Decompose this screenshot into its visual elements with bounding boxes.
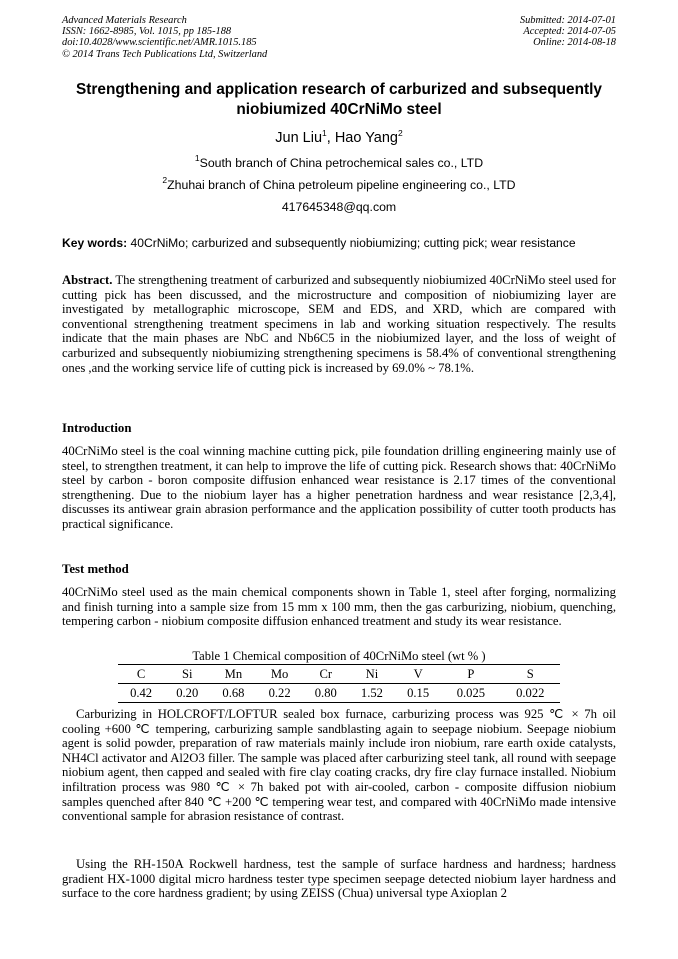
carburizing-paragraph: Carburizing in HOLCROFT/LOFTUR sealed box furnace, carburizing process was 925 ℃ × 7h oil cooling +600 ℃ tempering, carburizing sample sandblasting again to seepage niobium. Seepage niobium agent is solid powder, preparation of raw materials mainly include iron niobium, rare earth oxide catalysts, NH4Cl activator and Al2O3 filler. The sample was placed after carburizing steel tank, all round with seepage niobium agent, then capped and sealed with fire clay coating cracks, dry fire clay furnace installed. Niobium infiltration process was 980 ℃ × 7h baked pot with air-cooled, carbon - composite diffusion niobium samples quenched after 840 ℃ +200 ℃ tempering wear test, and compared with 40CrNiMo made intensive conventional sample for abrasion resistance of contrast. <box>62 707 616 824</box>
table-cell: 1.52 <box>349 684 395 703</box>
table-cell: 0.20 <box>164 684 210 703</box>
table-cell: 0.022 <box>501 684 560 703</box>
table-header-cell: Cr <box>303 665 349 684</box>
affiliation <box>0 175 678 192</box>
affiliation <box>0 153 678 170</box>
journal-issn: ISSN: 1662-8985, Vol. 1015, pp 185-188 <box>62 26 232 38</box>
author-name: Jun Liu <box>275 130 323 146</box>
table-header-cell: Ni <box>349 665 395 684</box>
table-header-cell: S <box>501 665 560 684</box>
table-header-cell: Mo <box>257 665 303 684</box>
author-email: 417645348@qq.com <box>281 200 397 214</box>
section-heading-test-method: Test method <box>62 562 129 576</box>
author-separator: , <box>326 130 335 146</box>
section-heading-introduction: Introduction <box>62 421 132 435</box>
hardness-paragraph: Using the RH-150A Rockwell hardness, test the sample of surface hardness and hardness; hardness gradient HX-1000 digital micro hardness tester type specimen seepage detected niobium layer hardness and surface to the core hardness gradient; by using ZEISS (Chua) universal type Axioplan 2 <box>62 857 616 901</box>
table-caption: Table 1 Chemical composition of 40CrNiMo steel (wt % ) <box>192 649 486 663</box>
affiliation-text: Zhuhai branch of China petroleum pipeline engineering co., LTD <box>167 178 516 192</box>
abstract-label: Abstract. <box>62 273 113 287</box>
table-header-row <box>118 665 560 684</box>
table-cell: 0.15 <box>395 684 441 703</box>
chemical-composition-table <box>118 664 560 703</box>
affiliation-mark: 2 <box>162 175 168 185</box>
abstract <box>62 273 616 375</box>
introduction-paragraph: 40CrNiMo steel is the coal winning machine cutting pick, pile foundation drilling engineering mainly use of steel, to strengthen treatment, it can help to improve the life of cutting pick. Research shows that: 40CrNiMo steel by carbon - boron composite diffusion enhanced wear resistance is 2.17 times of the conventional strengthening. Due to the niobium layer has a higher penetration hardness and wear resistance [2,3,4], discusses its antiwear grain abrasion performance and the application possibility of cutter tooth products has practical significance. <box>62 444 616 531</box>
abstract-text: The strengthening treatment of carburized and subsequently niobiumized 40CrNiMo steel used for cutting pick has been discussed, and the microstructure and composition of niobiumizing layer are investigated by metallographic microscope, SEM and EDS, and XRD, which are compared with conventional strengthening treatment specimens in lab and working situation respectively. The results indicate that the main phases are NbC and Nb6C5 in the niobiumized layer, and the loss of weight of carburized and subsequently niobiumizing strengthening specimens is 58.4% of conventional strengthening ones ,and the working service life of cutting pick is increased by 69.0% ~ 78.1%. <box>62 273 616 375</box>
author-affiliation-mark: 2 <box>397 128 403 138</box>
table-cell: 0.80 <box>303 684 349 703</box>
keywords-label: Key words: <box>62 236 128 250</box>
submitted-date: Submitted: 2014-07-01 <box>519 15 616 26</box>
table-header-cell: Si <box>164 665 210 684</box>
table-cell: 0.025 <box>441 684 500 703</box>
affiliation-text: South branch of China petrochemical sales co., LTD <box>199 156 484 170</box>
paper-title <box>50 80 628 120</box>
title-line-2: niobiumized 40CrNiMo steel <box>236 101 442 118</box>
keywords <box>62 236 622 250</box>
table-header-cell: V <box>395 665 441 684</box>
author-list <box>0 130 678 146</box>
test-method-paragraph: 40CrNiMo steel used as the main chemical components shown in Table 1, steel after forging, normalizing and finish turning into a sample size from 15 mm x 100 mm, then the gas carburizing, niobium, quenching, tempering carbon - niobium composite diffusion enhanced treatment and study its wear resistance. <box>62 585 616 629</box>
journal-doi: doi:10.4028/www.scientific.net/AMR.1015.185 <box>62 37 257 49</box>
title-line-1: Strengthening and application research of carburized and subsequently <box>76 81 602 98</box>
table-cell: 0.68 <box>210 684 256 703</box>
table-header-cell: Mn <box>210 665 256 684</box>
journal-name: Advanced Materials Research <box>62 15 187 26</box>
journal-info <box>62 15 267 60</box>
online-date: Online: 2014-08-18 <box>533 37 616 49</box>
submission-dates <box>520 15 616 49</box>
table-header-cell: C <box>118 665 164 684</box>
keywords-text: 40CrNiMo; carburized and subsequently niobiumizing; cutting pick; wear resistance <box>127 236 576 250</box>
table-header-cell: P <box>441 665 500 684</box>
accepted-date: Accepted: 2014-07-05 <box>523 26 616 38</box>
table-cell: 0.22 <box>257 684 303 703</box>
table-cell: 0.42 <box>118 684 164 703</box>
journal-copyright: © 2014 Trans Tech Publications Ltd, Switzerland <box>62 48 268 60</box>
author-affiliation-mark: 1 <box>322 128 327 138</box>
table-row <box>118 684 560 703</box>
affiliation-mark: 1 <box>194 153 200 163</box>
author-name: Hao Yang <box>334 130 398 146</box>
